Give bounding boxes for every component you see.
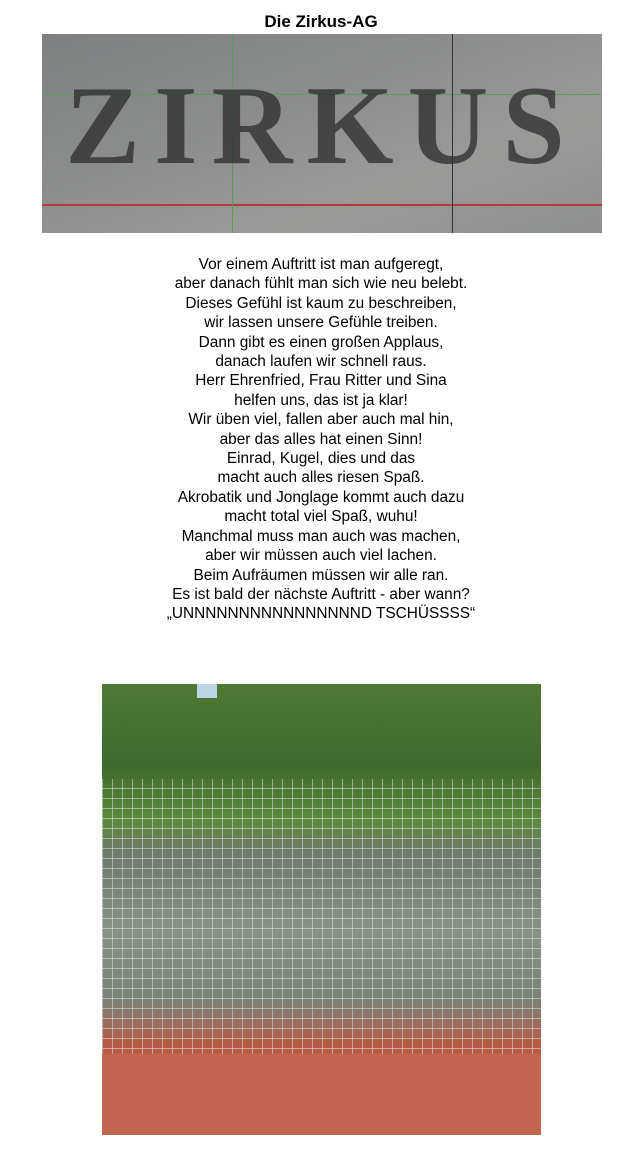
poem-line: Dieses Gefühl ist kaum zu beschreiben, — [185, 294, 457, 312]
poem-line: Vor einem Auftritt ist man aufgeregt, — [198, 256, 444, 273]
poem-line: aber danach fühlt man sich wie neu belebt. — [174, 275, 468, 293]
poem-line: macht auch alles riesen Spaß. — [217, 469, 425, 487]
poem-line: Manchmal muss man auch was machen, — [181, 527, 461, 545]
poem-line: aber das alles hat einen Sinn! — [219, 430, 423, 448]
poem-line: Akrobatik und Jonglage kommt auch dazu — [177, 488, 465, 506]
poem-line: Beim Aufräumen müssen wir alle ran. — [193, 566, 449, 584]
poem-line: Wir üben viel, fallen aber auch mal hin, — [188, 411, 454, 429]
sky — [197, 684, 217, 698]
court-line — [42, 204, 602, 206]
group-photo — [102, 684, 541, 1135]
poem-line: Herr Ehrenfried, Frau Ritter und Sina — [195, 372, 447, 390]
poem-line: Dann gibt es einen großen Applaus, — [198, 333, 444, 351]
page-title: Die Zirkus-AG — [264, 12, 378, 31]
poem-line: aber wir müssen auch viel lachen. — [205, 547, 437, 565]
poem — [0, 255, 642, 624]
poem-line: danach laufen wir schnell raus. — [215, 353, 427, 371]
poem-line: helfen uns, das ist ja klar! — [234, 391, 408, 409]
fence — [102, 779, 541, 1059]
running-track — [102, 1054, 541, 1135]
poem-line: Einrad, Kugel, dies und das — [226, 450, 416, 468]
poem-line: macht total viel Spaß, wuhu! — [224, 508, 418, 526]
people-forming-letters: ZIRKUS — [65, 64, 579, 188]
poem-line: „UNNNNNNNNNNNNNNNND TSCHÜSSSS“ — [166, 605, 476, 623]
zirkus-letters-photo — [42, 34, 602, 233]
poem-line: Es ist bald der nächste Auftritt - aber wann? — [172, 585, 470, 603]
poem-line: wir lassen unsere Gefühle treiben. — [204, 314, 438, 332]
